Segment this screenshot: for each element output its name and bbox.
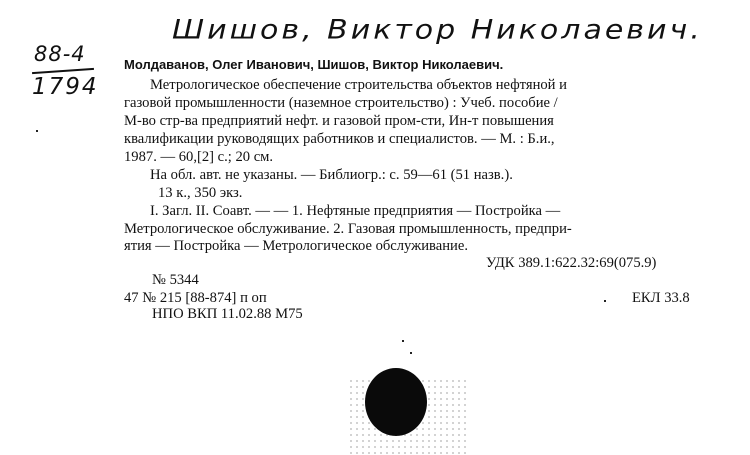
order-line: 47 № 215 [88-874] п оп [124,290,267,306]
body-line-4: квалификации руководящих работников и специалистов. — М. : Б.и., [124,131,555,147]
body-line-1: Метрологическое обеспечение строительства объектов нефтяной и [150,77,567,93]
note-line-2: 13 к., 350 экз. [158,185,243,201]
authors-heading: Молдаванов, Олег Иванович, Шишов, Виктор Николаевич. [124,57,504,72]
tracing-line-2: Метрологическое обслуживание. 2. Газовая промышленность, предпри- [124,221,572,237]
body-line-5: 1987. — 60,[2] с.; 20 см. [124,149,274,165]
speck [402,340,404,342]
note-line-1: На обл. авт. не указаны. — Библиогр.: с. 59—61 (51 назв.). [150,167,513,183]
body-line-3: М-во стр-ва предприятий нефт. и газовой пром-сти, Ин-т повышения [124,113,554,129]
speck [604,300,606,302]
speck [410,352,412,354]
shelfmark-bottom: 1794 [32,74,99,100]
tracing-line-3: ятия — Постройка — Метрологическое обслуживание. [124,238,468,254]
shelfmark-top: 88-4 [34,42,86,66]
card-number: № 5344 [152,272,199,288]
ink-blot [365,368,427,436]
body-line-2: газовой промышленности (наземное строительство) : Учеб. пособие / [124,95,558,111]
npo-line: НПО ВКП 11.02.88 М75 [152,306,303,322]
ekl-code: ЕКЛ 33.8 [632,290,690,306]
udk-code: УДК 389.1:622.32:69(075.9) [486,255,657,271]
speck [36,130,38,132]
handwritten-author-name: Шишов, Виктор Николаевич. [172,14,703,46]
tracing-line-1: I. Загл. II. Соавт. — — 1. Нефтяные предприятия — Постройка — [150,203,561,219]
